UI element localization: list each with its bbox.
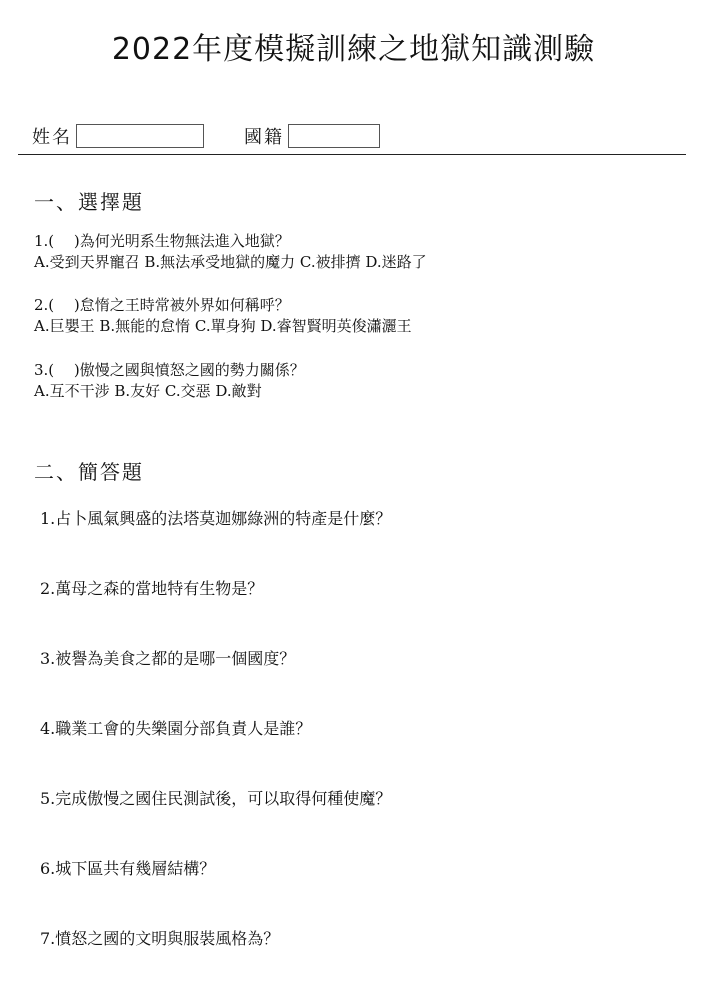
short-answer-heading: 二、簡答題 [34, 460, 144, 484]
short-answer-question: 3.被譽為美食之都的是哪一個國度？ [40, 649, 296, 668]
mc-question [34, 231, 427, 273]
multiple-choice-heading: 一、選擇題 [34, 190, 144, 214]
mc-question-prompt: 2.( )怠惰之王時常被外界如何稱呼？ [34, 296, 290, 314]
nationality-label: 國籍 [244, 127, 284, 148]
name-label: 姓名 [32, 127, 72, 148]
student-info-row [32, 122, 380, 150]
page-title: 2022年度模擬訓練之地獄知識測驗 [111, 32, 596, 67]
mc-question-prompt: 3.( )傲慢之國與憤怒之國的勢力關係？ [34, 361, 305, 379]
mc-question-options: A.互不干涉 B.友好 C.交惡 D.敵對 [34, 382, 262, 400]
mc-question-options: A.巨嬰王 B.無能的怠惰 C.單身狗 D.睿智賢明英俊瀟灑王 [34, 317, 412, 335]
mc-question [34, 295, 412, 337]
nationality-field[interactable] [288, 124, 380, 148]
mc-question-prompt: 1.( )為何光明系生物無法進入地獄？ [34, 232, 290, 250]
name-field[interactable] [76, 124, 204, 148]
short-answer-question: 6.城下區共有幾層結構？ [40, 859, 216, 878]
mc-question [34, 360, 305, 402]
short-answer-question: 2.萬母之森的當地特有生物是？ [40, 579, 264, 598]
short-answer-question: 4.職業工會的失樂園分部負責人是誰？ [40, 719, 312, 738]
short-answer-question: 5.完成傲慢之國住民測試後，可以取得何種使魔？ [40, 789, 392, 808]
mc-question-options: A.受到天界寵召 B.無法承受地獄的魔力 C.被排擠 D.迷路了 [34, 253, 427, 271]
short-answer-question: 1.占卜風氣興盛的法塔莫迦娜綠洲的特產是什麼？ [40, 509, 392, 528]
header-divider [18, 154, 686, 155]
short-answer-question: 7.憤怒之國的文明與服裝風格為？ [40, 929, 280, 948]
